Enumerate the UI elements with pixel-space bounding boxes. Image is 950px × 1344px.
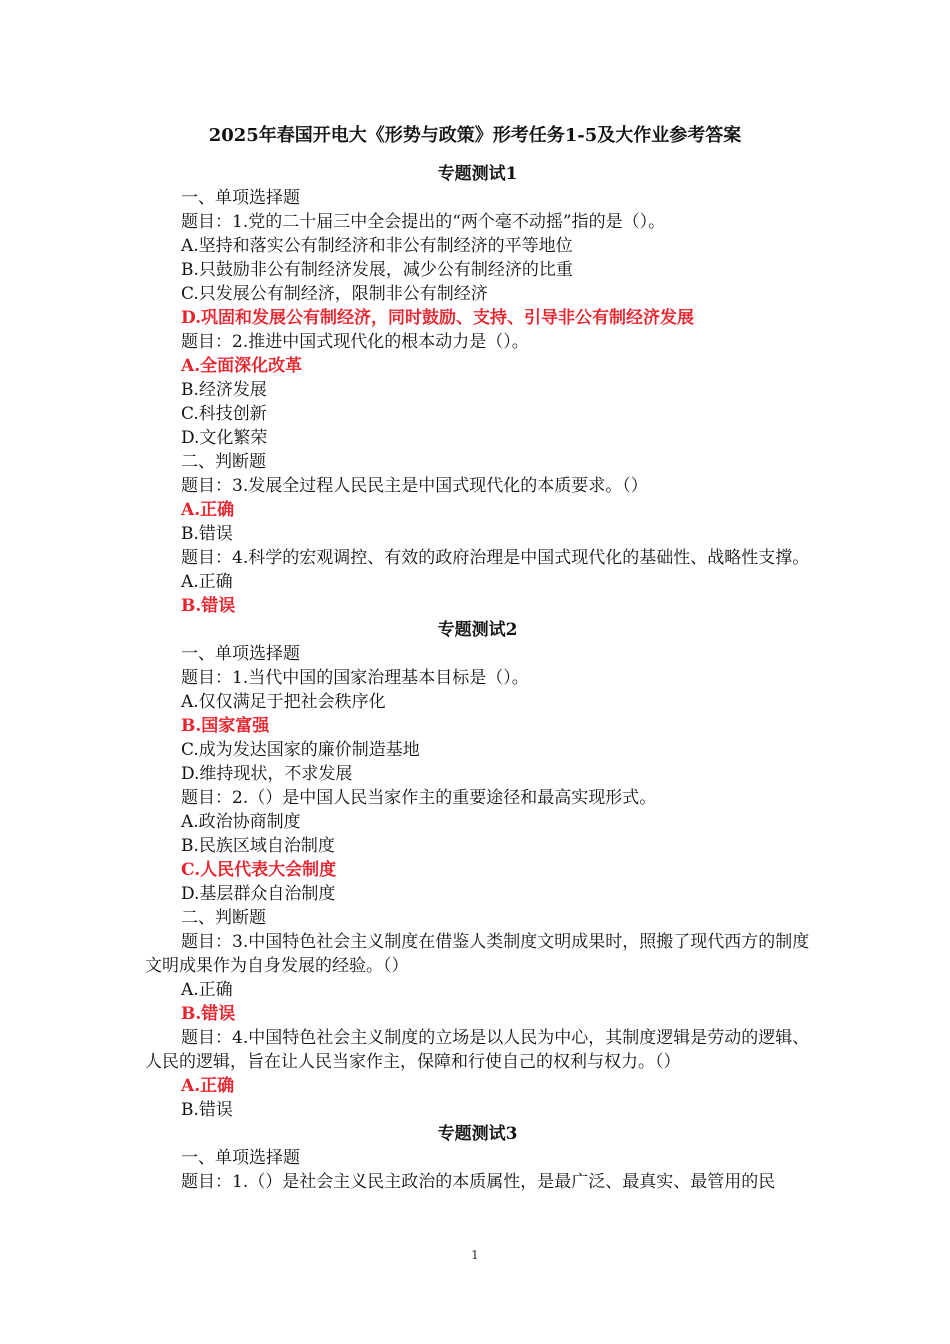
correct-answer: C.人民代表大会制度: [181, 860, 337, 880]
correct-answer: A.正确: [181, 1076, 235, 1096]
question-text: 题目：4.科学的宏观调控、有效的政府治理是中国式现代化的基础性、战略性支撑。: [181, 548, 810, 568]
question-text: 题目：1.当代中国的国家治理基本目标是（）。: [181, 668, 529, 688]
option: A.仅仅满足于把社会秩序化: [181, 692, 386, 712]
question-text: 题目：4.中国特色社会主义制度的立场是以人民为中心，其制度逻辑是劳动的逻辑、人民的逻辑，旨在让人民当家作主，保障和行使自己的权利与权力。（）: [145, 1028, 810, 1072]
option: B.只鼓励非公有制经济发展，减少公有制经济的比重: [181, 260, 573, 280]
question-type-true-false: 二、判断题: [181, 908, 266, 928]
question-type-single-choice: 一、单项选择题: [181, 1148, 300, 1168]
question-text: 题目：3.发展全过程人民民主是中国式现代化的本质要求。（）: [181, 476, 648, 496]
option: C.只发展公有制经济，限制非公有制经济: [181, 284, 488, 304]
question-type-true-false: 二、判断题: [181, 452, 266, 472]
section-heading-test1: 专题测试1: [437, 164, 518, 184]
question-text: 题目：2.（）是中国人民当家作主的重要途径和最高实现形式。: [181, 788, 657, 808]
correct-answer: A.全面深化改革: [181, 356, 303, 376]
question-type-single-choice: 一、单项选择题: [181, 188, 300, 208]
question-text: 题目：2.推进中国式现代化的根本动力是（）。: [181, 332, 529, 352]
option: B.错误: [181, 524, 233, 544]
option: C.成为发达国家的廉价制造基地: [181, 740, 420, 760]
question-text: 题目：1.党的二十届三中全会提出的“两个毫不动摇”指的是（）。: [181, 212, 666, 232]
correct-answer: B.错误: [181, 1004, 236, 1024]
page-number: 1: [471, 1248, 479, 1262]
option: D.基层群众自治制度: [181, 884, 336, 904]
option: D.维持现状，不求发展: [181, 764, 353, 784]
option: B.民族区域自治制度: [181, 836, 335, 856]
correct-answer: B.错误: [181, 596, 236, 616]
question-type-single-choice: 一、单项选择题: [181, 644, 300, 664]
question-text: 题目：1.（）是社会主义民主政治的本质属性，是最广泛、最真实、最管用的民: [181, 1172, 776, 1192]
correct-answer: B.国家富强: [181, 716, 270, 736]
document-body: [145, 162, 810, 1194]
section-heading-test3: 专题测试3: [437, 1124, 518, 1144]
option: A.正确: [181, 572, 233, 592]
document-title: 2025年春国开电大《形势与政策》形考任务1-5及大作业参考答案: [208, 125, 742, 146]
correct-answer: A.正确: [181, 500, 235, 520]
option: D.文化繁荣: [181, 428, 268, 448]
option: B.错误: [181, 1100, 233, 1120]
option: C.科技创新: [181, 404, 267, 424]
option: A.政治协商制度: [181, 812, 301, 832]
correct-answer: D.巩固和发展公有制经济，同时鼓励、支持、引导非公有制经济发展: [181, 308, 695, 328]
option: B.经济发展: [181, 380, 267, 400]
section-heading-test2: 专题测试2: [437, 620, 518, 640]
question-text: 题目：3.中国特色社会主义制度在借鉴人类制度文明成果时，照搬了现代西方的制度文明成果作为自身发展的经验。（）: [145, 932, 810, 976]
option: A.坚持和落实公有制经济和非公有制经济的平等地位: [181, 236, 573, 256]
option: A.正确: [181, 980, 233, 1000]
